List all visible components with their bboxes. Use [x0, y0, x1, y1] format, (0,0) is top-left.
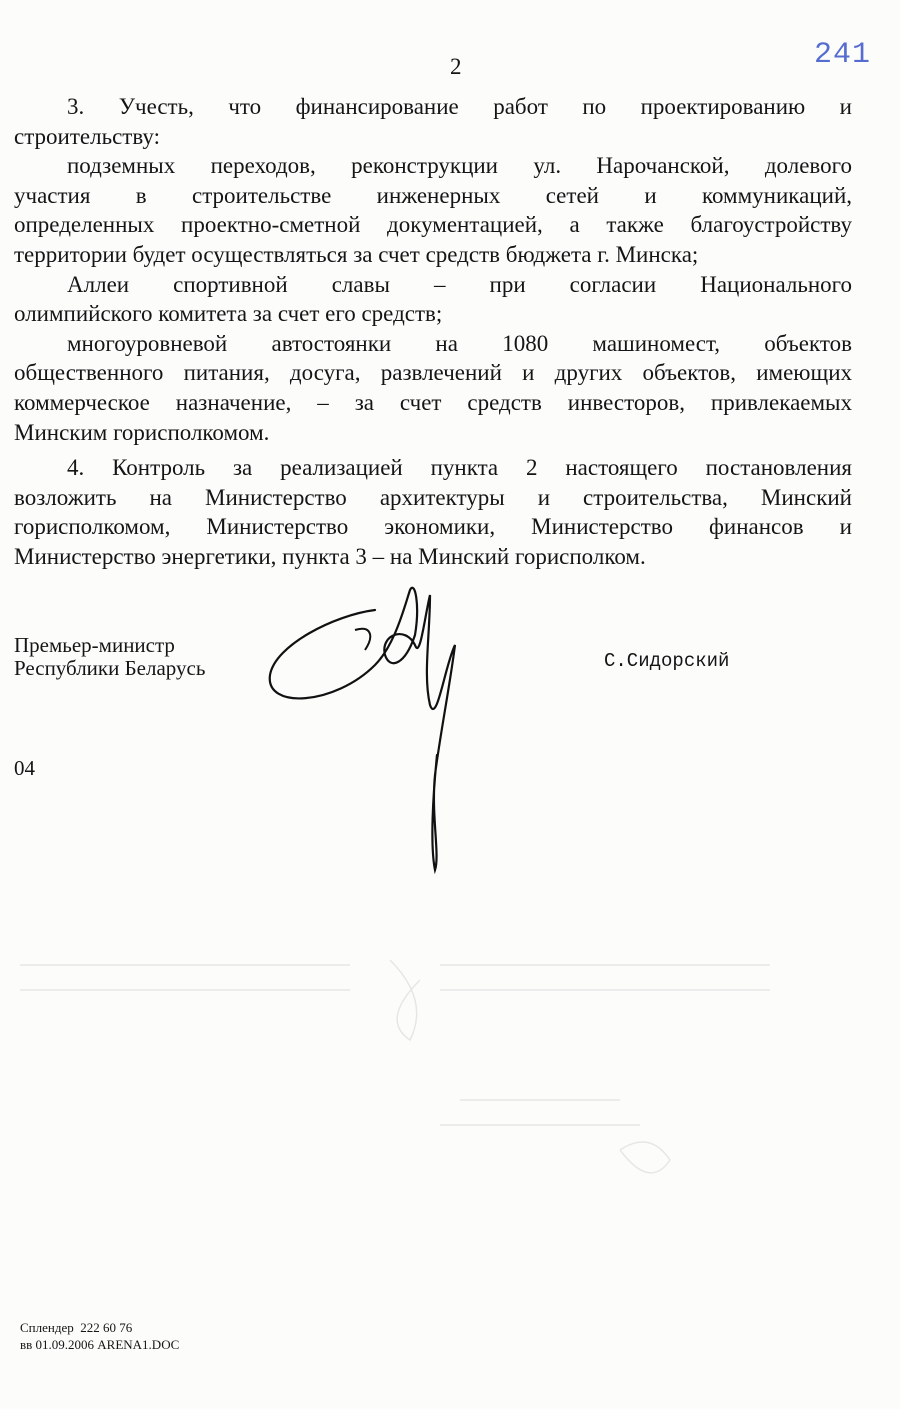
- body-text-line: строительству:: [14, 123, 160, 149]
- body-text-line: горисполкомом, Министерство экономики, Министерство финансов и: [14, 514, 852, 540]
- body-text-line: определенных проектно-сметной документацией, а также благоустройству: [14, 212, 852, 238]
- body-text-line: участия в строительстве инженерных сетей и коммуникаций,: [14, 182, 852, 208]
- body-text-line: 3. Учесть, что финансирование работ по проектированию и: [67, 94, 852, 119]
- signatory-position-line2: Республики Беларусь: [14, 656, 206, 680]
- signatory-position-line1: Премьер-министр: [14, 633, 175, 657]
- handwritten-signature: [255, 575, 485, 875]
- body-text-line: Минским горисполкомом.: [14, 419, 270, 445]
- body-text-line: Министерство энергетики, пункта 3 – на Минский горисполком.: [14, 543, 646, 569]
- body-text-line: общественного питания, досуга, развлечений и других объектов, имеющих: [14, 360, 852, 386]
- body-text-line: возложить на Министерство архитектуры и строительства, Минский: [14, 484, 852, 510]
- signatory-title: [14, 634, 205, 680]
- signatory-name: С.Сидорский: [604, 650, 730, 672]
- body-text-line: олимпийского комитета за счет его средств;: [14, 301, 443, 327]
- footer-line1: Сплендер 222 60 76: [20, 1320, 133, 1335]
- document-footer: [20, 1319, 179, 1353]
- body-text-line: коммерческое назначение, – за счет средств инвесторов, привлекаемых: [14, 389, 852, 415]
- body-text-line: территории будет осуществляться за счет средств бюджета г. Минска;: [14, 241, 699, 267]
- page-number: 2: [450, 54, 462, 79]
- copy-number: 04: [14, 756, 35, 780]
- body-text-line: Аллеи спортивной славы – при согласии Национального: [67, 271, 852, 297]
- body-text-line: многоуровневой автостоянки на 1080 машиномест, объектов: [67, 330, 852, 356]
- archive-stamp-number: 241: [814, 38, 872, 72]
- document-body: [14, 92, 852, 572]
- footer-line2: вв 01.09.2006 ARENA1.DOC: [20, 1337, 180, 1352]
- body-text-line: подземных переходов, реконструкции ул. Нарочанской, долевого: [67, 153, 852, 179]
- body-text-line: 4. Контроль за реализацией пункта 2 настоящего постановления: [67, 455, 852, 481]
